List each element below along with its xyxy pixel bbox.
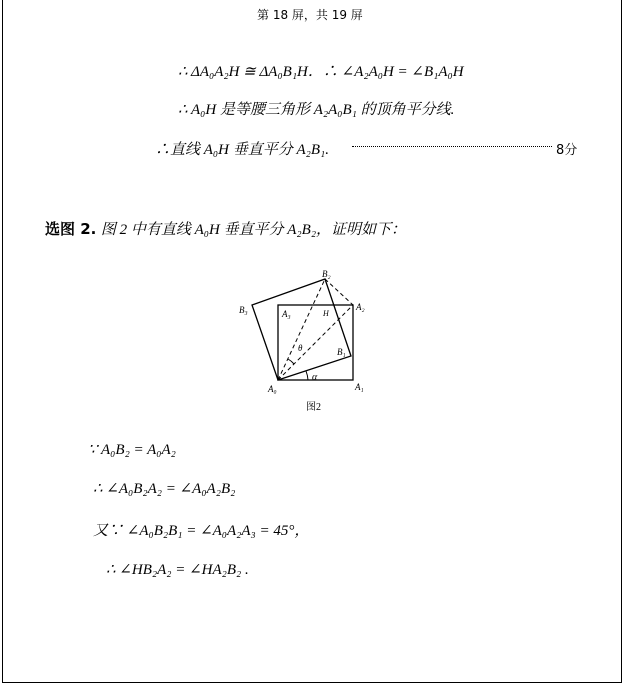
- section2-text: 图 2 中有直线 A₀H 垂直平分 A₂B₂，证明如下：: [100, 222, 407, 238]
- score-leader-dots: [352, 146, 552, 147]
- proof2-line4: ∴ ∠HB₂A₂ = ∠HA₂B₂ .: [106, 562, 249, 578]
- label-A0: A₀: [268, 384, 277, 394]
- label-B1: B₁: [337, 347, 346, 357]
- score-label: 8分: [556, 143, 578, 158]
- dashed-A0-B2: [278, 279, 325, 380]
- proof1-line3: ∴直线 A₀H 垂直平分 A₂B₁.: [155, 142, 329, 158]
- label-A3: A₃: [282, 309, 291, 319]
- section2-title: 选图 2.: [45, 220, 97, 238]
- alpha-arc: [306, 371, 308, 380]
- proof1-line1: ∴ ΔA₀A₂H ≅ ΔA₀B₁H．∴ ∠A₂A₀H = ∠B₁A₀H: [178, 64, 464, 80]
- figure-caption: 图2: [306, 402, 321, 413]
- tilted-square: [252, 279, 351, 380]
- label-H: H: [323, 309, 329, 318]
- label-B2: B₂: [322, 269, 331, 279]
- proof1-line2: ∴ A₀H 是等腰三角形 A₂A₀B₁ 的顶角平分线.: [178, 102, 455, 118]
- label-alpha: α: [312, 372, 318, 383]
- page-header: 第 18 屏，共 19 屏: [257, 8, 363, 22]
- theta-arc: [288, 359, 294, 364]
- label-theta: θ: [298, 343, 303, 353]
- proof2-line1: ∵ A₀B₂ = A₀A₂: [88, 442, 176, 458]
- proof2-line3: 又∵ ∠A₀B₂B₁ = ∠A₀A₂A₃ = 45°，: [93, 523, 310, 539]
- section2-heading: [45, 218, 406, 239]
- label-B3: B₃: [239, 305, 248, 315]
- proof2-line2: ∴ ∠A₀B₂A₂ = ∠A₀A₂B₂: [93, 481, 236, 497]
- label-A1: A₁: [355, 382, 364, 392]
- label-A2: A₂: [356, 302, 365, 312]
- figure-2: [236, 268, 376, 418]
